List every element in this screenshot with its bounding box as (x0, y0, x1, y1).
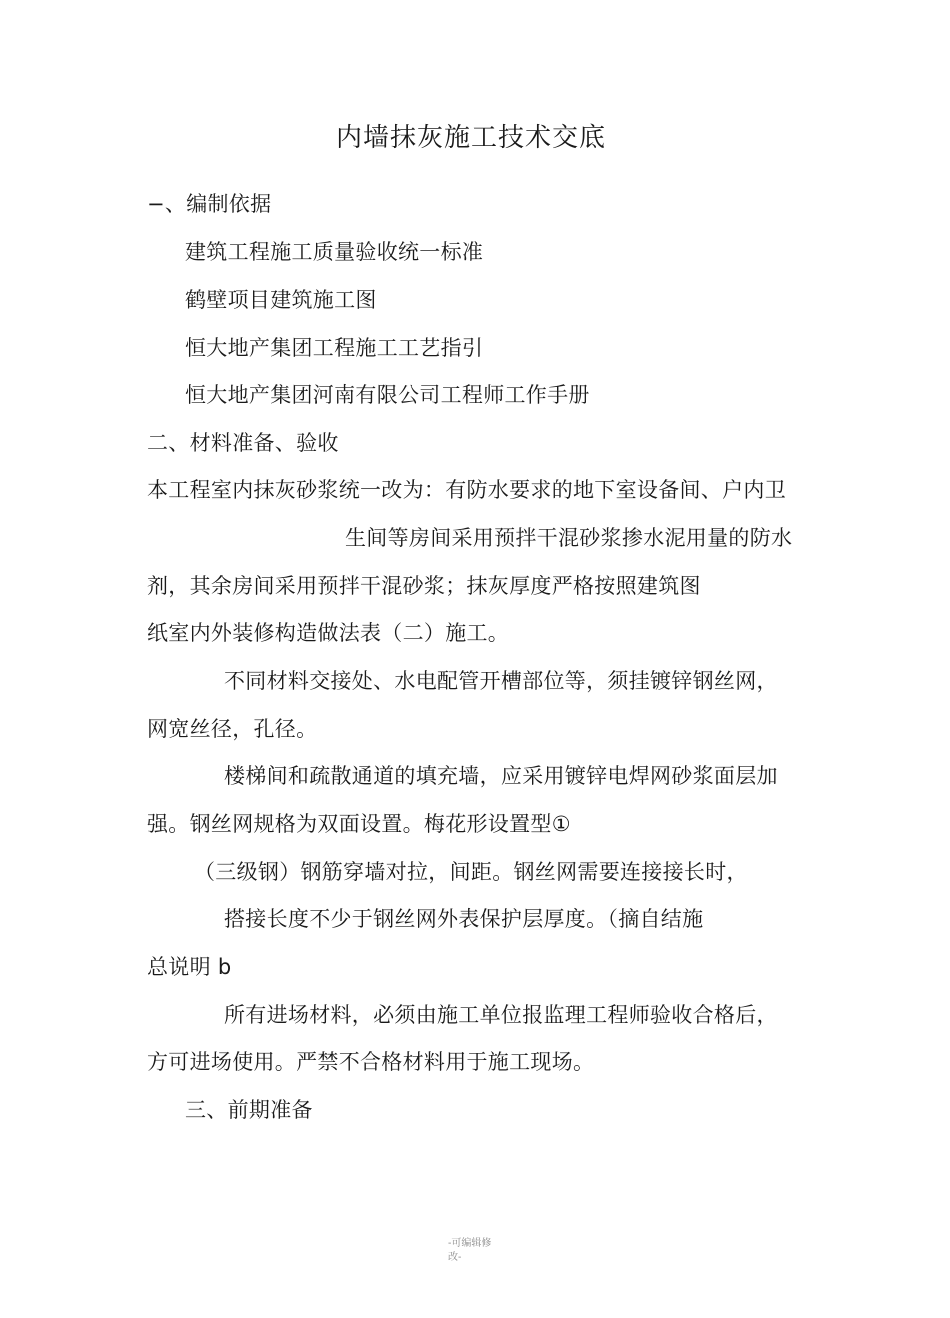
paragraph-line: 总说明 b (147, 955, 232, 979)
section-2-heading: 二、材料准备、验收 (147, 431, 339, 455)
paragraph-line: 强。钢丝网规格为双面设置。梅花形设置型① (147, 812, 571, 836)
paragraph-line: 不同材料交接处、水电配管开槽部位等，须挂镀锌钢丝网， (224, 669, 778, 693)
section-3-heading: 三、前期准备 (185, 1098, 313, 1122)
reference-item: 恒大地产集团工程施工工艺指引 (185, 336, 484, 360)
paragraph-line: 网宽丝径，孔径。 (147, 717, 318, 741)
reference-item: 鹤壁项目建筑施工图 (185, 288, 377, 312)
reference-item: 恒大地产集团河南有限公司工程师工作手册 (185, 383, 590, 407)
paragraph-line: 本工程室内抹灰砂浆统一改为：有防水要求的地下室设备间、户内卫 (147, 478, 786, 502)
section-1-heading: −、编制依据 (147, 192, 272, 216)
paragraph-line: 方可进场使用。严禁不合格材料用于施工现场。 (147, 1050, 595, 1074)
paragraph-line: 生间等房间采用预拌干混砂浆掺水泥用量的防水 (345, 526, 793, 550)
paragraph-line: 楼梯间和疏散通道的填充墙，应采用镀锌电焊网砂浆面层加 (224, 764, 778, 788)
footer-note: 改- (448, 1252, 462, 1263)
paragraph-line: 所有进场材料，必须由施工单位报监理工程师验收合格后， (224, 1003, 778, 1027)
reference-item: 建筑工程施工质量验收统一标准 (185, 240, 484, 264)
paragraph-line: 剂，其余房间采用预拌干混砂浆；抹灰厚度严格按照建筑图 (147, 574, 701, 598)
paragraph-line: 搭接长度不少于钢丝网外表保护层厚度。（摘自结施 (224, 907, 704, 931)
paragraph-line: （三级钢）钢筋穿墙对拉，间距。钢丝网需要连接接长时， (194, 860, 748, 884)
document-title: 内墙抹灰施工技术交底 (336, 123, 607, 153)
paragraph-line: 纸室内外装修构造做法表（二）施工。 (147, 621, 510, 645)
footer-note: -可编辑修 (448, 1238, 492, 1249)
